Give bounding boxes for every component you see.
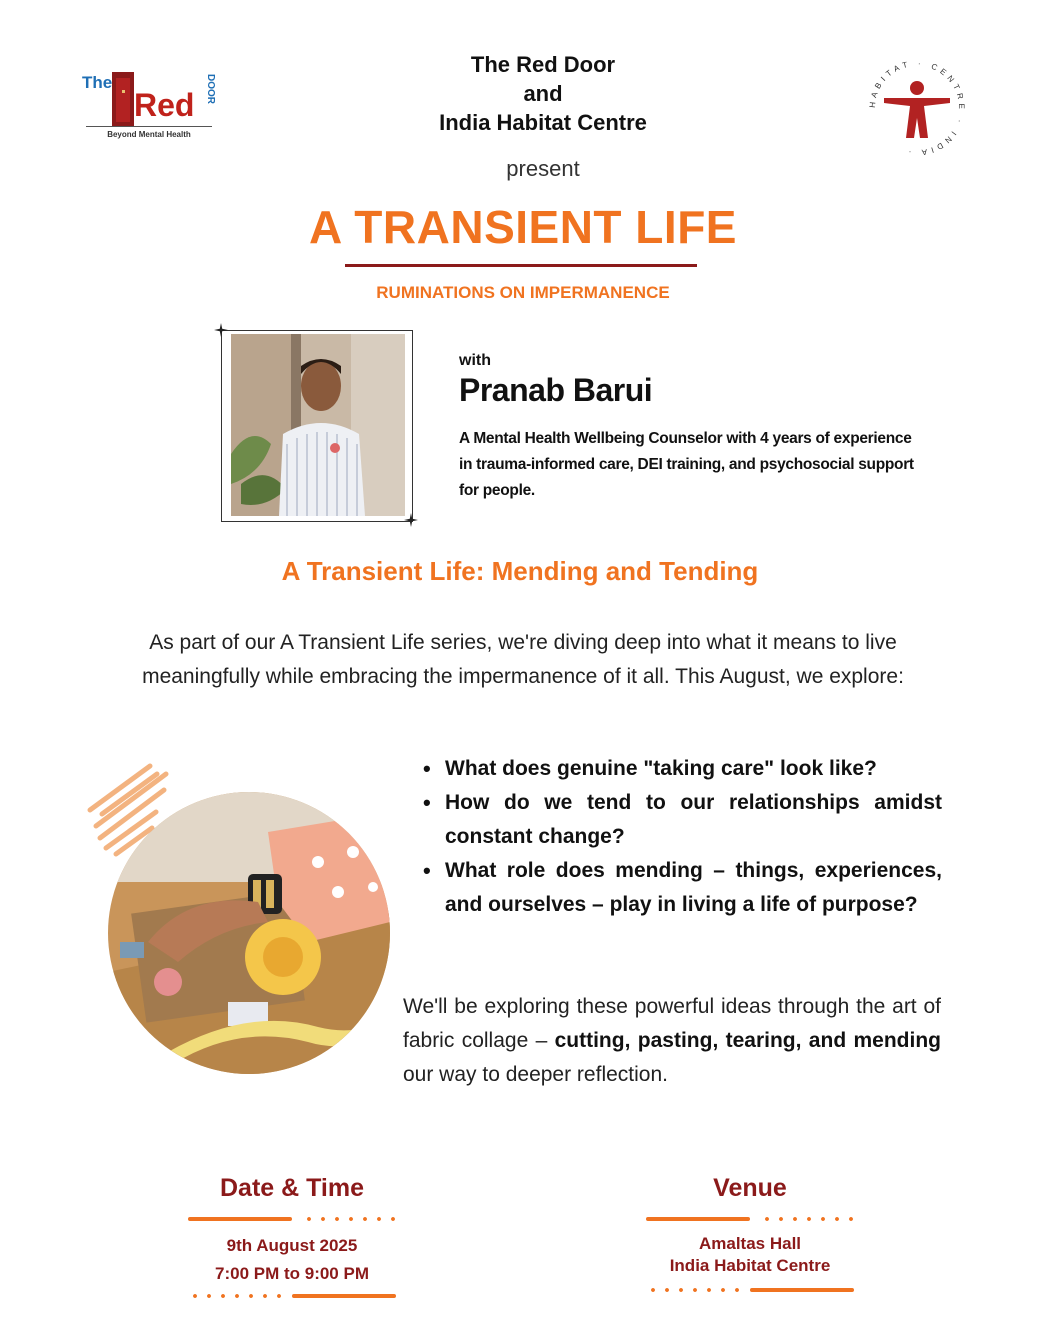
divider-bar (292, 1294, 396, 1298)
red-door-door-text: DOOR (205, 74, 216, 104)
venue-hall: Amaltas Hall (698, 1234, 802, 1253)
explore-bold-text: cutting, pasting, tearing, and mending (554, 1029, 941, 1052)
ihc-logo (862, 58, 972, 158)
venue-heading: Venue (713, 1174, 787, 1202)
speaker-name: Pranab Barui (459, 372, 653, 408)
presenter-red-door: The Red Door (470, 52, 616, 77)
explore-paragraph (403, 990, 941, 1092)
title-divider (345, 264, 697, 267)
divider-bar (750, 1288, 854, 1292)
list-item: • What does genuine "taking care" look like? (420, 752, 942, 786)
ihc-ring-text: HABITAT · CENTRE · INDIA · (867, 58, 967, 158)
event-time: 7:00 PM to 9:00 PM (215, 1264, 369, 1283)
divider-dots (302, 1217, 400, 1221)
speaker-photo (231, 334, 405, 516)
present-text: present (506, 156, 580, 181)
event-subtitle: RUMINATIONS ON IMPERMANENCE (376, 283, 670, 302)
list-item: • How do we tend to our relationships amidst constant change? (420, 786, 942, 854)
section-intro: As part of our A Transient Life series, we're diving deep into what it means to live meaningfully while embracing the impermanence of it all. This August, we explore: (142, 631, 904, 688)
red-door-the-text: The (82, 73, 113, 92)
explore-text: We'll be exploring these powerful ideas through the art of fabric collage – (403, 995, 941, 1052)
divider-dots (760, 1217, 858, 1221)
divider-dots (188, 1294, 286, 1298)
sparkle-icon (214, 323, 228, 337)
event-date: 9th August 2025 (226, 1236, 358, 1255)
event-title: A TRANSIENT LIFE (309, 201, 737, 253)
presenters (323, 50, 763, 137)
red-door-tagline: Beyond Mental Health (107, 130, 191, 139)
speaker-bio: A Mental Health Wellbeing Counselor with 4 years of experience in trauma-informed care, DEI training, and psychosocial support for people. (459, 430, 914, 499)
divider-dots (646, 1288, 744, 1292)
divider-bar (188, 1217, 292, 1221)
presenter-and: and (523, 81, 563, 106)
with-label: with (459, 352, 491, 369)
presenter-ihc: India Habitat Centre (439, 110, 647, 135)
list-item: • What role does mending – things, experiences, and ourselves – play in living a life of purpose? (420, 854, 942, 922)
red-door-logo (80, 66, 220, 142)
sparkle-icon (404, 513, 418, 527)
venue-place: India Habitat Centre (669, 1256, 831, 1275)
date-time-heading: Date & Time (219, 1174, 365, 1202)
red-door-red-text: Red (134, 87, 195, 123)
divider-bar (646, 1217, 750, 1221)
collage-photo (108, 792, 390, 1074)
questions-list (420, 752, 942, 922)
explore-text-end: our way to deeper reflection. (403, 1063, 668, 1086)
section-title: A Transient Life: Mending and Tending (281, 556, 759, 586)
